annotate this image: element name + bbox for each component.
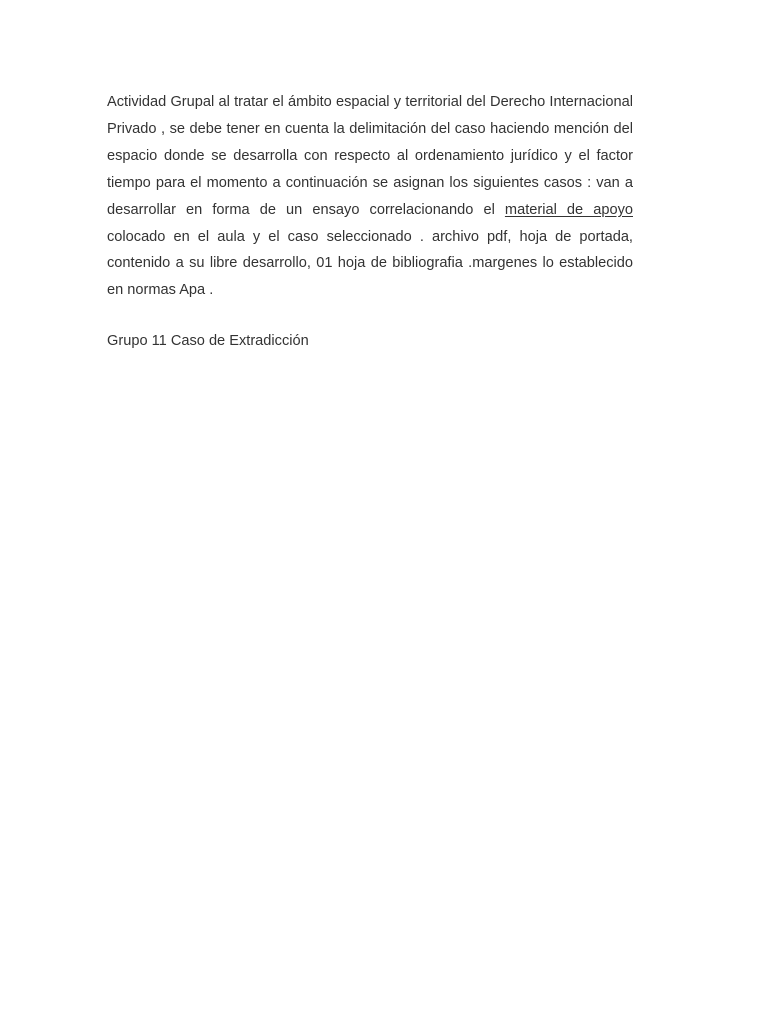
group-heading: Grupo 11 Caso de Extradicción (107, 333, 309, 349)
material-de-apoyo-link[interactable]: material de apoyo (504, 201, 633, 218)
paragraph-text-before-link: Actividad Grupal al tratar el ámbito espacial y territorial del Derecho Internacional Privado , se debe tener en cuenta la delimitación del caso haciendo mención del espacio donde se desarrolla con respecto al ordenamiento jurídico y el factor tiempo para el momento a continuación se asignan los siguientes casos : van a desarrollar en forma de un ensayo correlacionando el (107, 94, 633, 218)
assignment-paragraph (107, 89, 633, 304)
paragraph-text-after-link: colocado en el aula y el caso seleccionado . archivo pdf, hoja de portada, contenido a su libre desarrollo, 01 hoja de bibliografia .margenes lo establecido en normas Apa . (107, 228, 633, 299)
